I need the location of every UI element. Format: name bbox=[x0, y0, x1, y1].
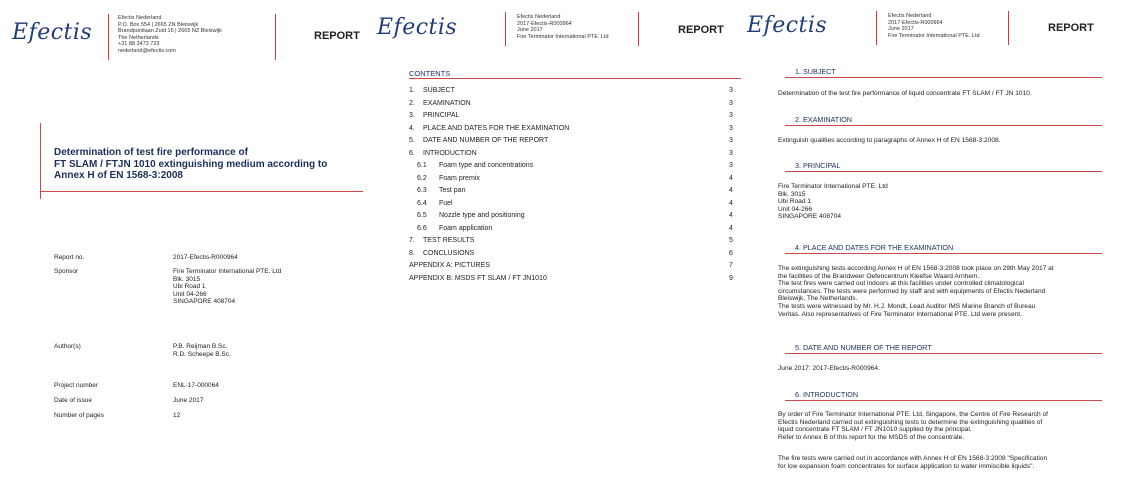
header-line: Fire Terminator International PTE. Ltd bbox=[888, 32, 980, 39]
toc-entry-page: 4 bbox=[729, 199, 733, 207]
section-date-number-text bbox=[778, 365, 880, 373]
toc-entry-label: PLACE AND DATES FOR THE EXAMINATION bbox=[423, 124, 570, 132]
text-line: Veritas. Also representatives of Fire Terminator International PTE. Ltd were present. bbox=[778, 310, 1022, 318]
title-line: Annex H of EN 1568-3:2008 bbox=[54, 170, 183, 181]
toc-entry-number: 8. bbox=[409, 249, 415, 257]
toc-entry-number: 1. bbox=[409, 87, 415, 94]
section-rule bbox=[785, 253, 1102, 254]
toc-entry-page: 3 bbox=[729, 162, 733, 169]
toc-entry-page: 4 bbox=[729, 224, 733, 232]
contents-page bbox=[372, 0, 745, 485]
toc-entry-number: 2. bbox=[409, 99, 415, 107]
efectis-logo: Efectis bbox=[12, 20, 93, 45]
section-rule bbox=[785, 77, 1102, 78]
report-title bbox=[54, 147, 364, 182]
text-line: Ubi Road 1 bbox=[778, 198, 811, 206]
toc-entry-label: INTRODUCTION bbox=[423, 149, 477, 157]
toc-entry-label: Test pan bbox=[439, 187, 466, 194]
toc-entry-label: Foam application bbox=[439, 224, 493, 232]
contents-rule bbox=[409, 78, 741, 79]
header-address bbox=[118, 15, 222, 55]
header-line: Fire Terminator International PTE. Ltd bbox=[517, 33, 609, 40]
toc-entry-page: 3 bbox=[729, 99, 733, 107]
section-examination-title: 2. EXAMINATION bbox=[795, 115, 852, 124]
text-line: circumstances. The tests were performed by staff and with equipments of Efectis Nederland bbox=[778, 287, 1046, 295]
text-line: Bleiswijk, The Netherlands. bbox=[778, 295, 858, 303]
header-line: Brandpuntlaan Zuid 16 | 2665 NZ Bleiswijk bbox=[118, 28, 222, 35]
toc-entry[interactable] bbox=[409, 224, 741, 234]
toc-entry-label: APPENDIX A: PICTURES bbox=[409, 262, 490, 269]
toc-entry[interactable] bbox=[409, 261, 741, 271]
toc-entry-page: 5 bbox=[729, 237, 733, 244]
title-underline bbox=[40, 191, 363, 192]
toc-entry[interactable] bbox=[409, 186, 741, 196]
toc-entry-label: Foam type and concentrations bbox=[439, 162, 534, 169]
efectis-logo: Efectis bbox=[377, 15, 458, 40]
section-principal-title: 3. PRINCIPAL bbox=[795, 161, 841, 170]
toc-entry-label: DATE AND NUMBER OF THE REPORT bbox=[423, 137, 549, 144]
section-rule bbox=[785, 400, 1102, 401]
section-place-dates-title: 4. PLACE AND DATES FOR THE EXAMINATION bbox=[795, 243, 954, 252]
section-subject-text bbox=[778, 90, 1032, 98]
text-line: Determination of the test fire performance of liquid concentrate FT SLAM / FT JN 1010. bbox=[778, 90, 1032, 97]
sponsor-value bbox=[173, 268, 281, 306]
date-of-issue-label: Date of issue bbox=[54, 397, 92, 404]
header-line: Efectis Nederland bbox=[517, 14, 561, 20]
sponsor-line: Blk. 3015 bbox=[173, 275, 201, 283]
toc-entry[interactable] bbox=[409, 124, 741, 134]
header-divider-right bbox=[1008, 11, 1009, 45]
toc-entry[interactable] bbox=[409, 249, 741, 259]
title-frame-line bbox=[40, 123, 41, 199]
section-rule bbox=[785, 125, 1102, 126]
toc-entry-number: 7. bbox=[409, 237, 415, 244]
text-line: By order of Fire Terminator International PTE. Ltd, Singapore, the Centre of Fire Research of bbox=[778, 411, 1048, 418]
toc-entry-page: 3 bbox=[729, 87, 733, 94]
section-introduction-title: 6. INTRODUCTION bbox=[795, 390, 859, 399]
toc-entry[interactable] bbox=[409, 274, 741, 284]
sponsor-label: Sponsor bbox=[54, 268, 79, 275]
toc-entry-label: Foam premix bbox=[439, 174, 480, 182]
toc-entry-label: PRINCIPAL bbox=[423, 112, 460, 119]
section-rule bbox=[785, 171, 1102, 172]
toc-entry-page: 4 bbox=[729, 212, 733, 219]
header-line: The Netherlands bbox=[118, 34, 159, 41]
text-line: liquid concentrate FT SLAM / FT JN1010 supplied by the principal. bbox=[778, 426, 972, 434]
text-line: Unit 04-266 bbox=[778, 205, 813, 213]
toc-entry[interactable] bbox=[409, 199, 741, 209]
text-line: The extinguishing tests according Annex H of EN 1568-3:2008 took place on 29th May 2017 at bbox=[778, 265, 1054, 272]
toc-entry[interactable] bbox=[409, 136, 741, 146]
toc-entry[interactable] bbox=[409, 211, 741, 221]
toc-entry-number: 6. bbox=[409, 149, 415, 157]
toc-entry[interactable] bbox=[409, 99, 741, 109]
text-line: The test fires were carried out indoors at this facilities under controlled climatological bbox=[778, 280, 1024, 288]
report-label: REPORT bbox=[678, 24, 724, 36]
header-line: P.O. Box 554 | 2665 ZN Bleiswijk bbox=[118, 21, 199, 28]
report-no-value: 2017-Efectis-R000964 bbox=[173, 254, 238, 261]
section-subject-title: 1. SUBJECT bbox=[795, 67, 836, 76]
section-examination-text bbox=[778, 137, 1001, 145]
sponsor-line: Unit 04-266 bbox=[173, 290, 207, 298]
header-line: nederland@efectis.com bbox=[118, 47, 176, 54]
header-line: June 2017 bbox=[888, 26, 914, 33]
introduction-final-paragraph bbox=[778, 455, 1142, 470]
report-cover-page bbox=[0, 0, 372, 485]
toc-entry-label: Fuel bbox=[439, 199, 453, 207]
report-label: REPORT bbox=[1048, 22, 1094, 34]
number-of-pages-label: Number of pages bbox=[54, 412, 104, 419]
header-line: 2017-Efectis-R000964 bbox=[517, 20, 572, 27]
efectis-logo: Efectis bbox=[747, 13, 828, 38]
header-divider-right bbox=[638, 12, 639, 46]
authors-label: Author(s) bbox=[54, 343, 81, 350]
header-line: 2017-Efectis-R000964 bbox=[888, 19, 943, 26]
toc-entry-label: SUBJECT bbox=[423, 87, 455, 94]
toc-entry[interactable] bbox=[409, 111, 741, 121]
author-line: R.D. Scheepe B.Sc. bbox=[173, 350, 231, 358]
header-line: Efectis Nederland bbox=[888, 13, 932, 19]
sponsor-line: SINGAPORE 408704 bbox=[173, 298, 236, 306]
authors-value bbox=[173, 343, 231, 358]
text-line: Fire Terminator International PTE. Ltd bbox=[778, 183, 888, 190]
toc-entry-label: APPENDIX B: MSDS FT SLAM / FT JN1010 bbox=[409, 274, 547, 282]
report-label: REPORT bbox=[314, 30, 360, 42]
sponsor-line: Fire Terminator International PTE. Ltd bbox=[173, 268, 282, 275]
report-no-label: Report no. bbox=[54, 254, 85, 261]
toc-entry-page: 4 bbox=[729, 187, 733, 194]
header-report-info bbox=[517, 14, 609, 40]
toc-entry-page: 9 bbox=[729, 274, 733, 282]
toc-entry-number: 4. bbox=[409, 124, 415, 132]
header-report-info bbox=[888, 13, 980, 39]
contents-heading: CONTENTS bbox=[409, 69, 451, 78]
section-place-dates-text bbox=[778, 265, 1142, 318]
toc-entry-number: 6.3 bbox=[417, 187, 427, 194]
text-line: The fire tests were carried out in accordance with Annex H of EN 1568-3:2008 "Specification bbox=[778, 455, 1048, 462]
toc-entry[interactable] bbox=[409, 149, 741, 159]
header-divider bbox=[876, 11, 877, 45]
text-line: The tests were witnessed by Mr. H.J. Mondt, Lead Auditor IMS Marine Branch of Bureau bbox=[778, 302, 1036, 310]
toc-entry-number: 5. bbox=[409, 137, 415, 144]
toc-entry[interactable] bbox=[409, 161, 741, 171]
title-line: FT SLAM / FTJN 1010 extinguishing medium according to bbox=[54, 158, 328, 170]
section-principal-text bbox=[778, 183, 888, 221]
text-line: the facilities of the Brandweer Oefencentrum Kleefse Waard Arnhem. bbox=[778, 272, 980, 280]
toc-entry-label: TEST RESULTS bbox=[423, 237, 475, 244]
toc-entry-page: 4 bbox=[729, 174, 733, 182]
toc-entry-page: 3 bbox=[729, 112, 733, 119]
title-line: Determination of test fire performance of bbox=[54, 147, 248, 158]
toc-entry-number: 6.5 bbox=[417, 212, 427, 219]
header-line: +31 88 3473 723 bbox=[118, 41, 160, 48]
section-date-number-title: 5. DATE AND NUMBER OF THE REPORT bbox=[795, 343, 932, 352]
project-number-value: ENL-17-000064 bbox=[173, 382, 219, 389]
toc-entry-label: EXAMINATION bbox=[423, 99, 471, 107]
text-line: Blk. 3015 bbox=[778, 190, 806, 198]
text-line: Extinguish qualities according to paragraphs of Annex H of EN 1568-3:2008. bbox=[778, 137, 1001, 144]
header-divider-right bbox=[275, 14, 276, 60]
section-introduction-text bbox=[778, 411, 1142, 441]
text-line: June 2017: 2017-Efectis-R000964. bbox=[778, 365, 880, 372]
toc-entry-page: 7 bbox=[729, 262, 733, 269]
text-line: Refer to Annex B of this report for the MSDS of the concentrate. bbox=[778, 433, 965, 441]
number-of-pages-value: 12 bbox=[173, 412, 181, 419]
toc-entry-number: 6.2 bbox=[417, 174, 427, 182]
toc-entry-number: 6.6 bbox=[417, 224, 427, 232]
toc-entry-page: 3 bbox=[729, 124, 733, 132]
section-rule bbox=[785, 353, 1102, 354]
text-line: for low expansion foam concentrates for surface application to water immiscible liquids". bbox=[778, 462, 1035, 470]
text-line: Efectis Nederland carried out extinguishing tests to determine the extinguishing qualities of bbox=[778, 418, 1043, 426]
text-line: SINGAPORE 408704 bbox=[778, 213, 842, 221]
toc-entry[interactable] bbox=[409, 86, 741, 96]
toc-entry-number: 6.1 bbox=[417, 162, 427, 169]
header-divider bbox=[108, 14, 109, 60]
date-of-issue-value: June 2017 bbox=[173, 397, 204, 404]
toc-entry[interactable] bbox=[409, 236, 741, 246]
body-page bbox=[745, 0, 1148, 485]
author-line: P.B. Reijman B.Sc. bbox=[173, 343, 228, 350]
header-line: June 2017 bbox=[517, 27, 543, 34]
header-divider bbox=[505, 12, 506, 46]
toc-entry-page: 6 bbox=[729, 249, 733, 257]
toc-entry[interactable] bbox=[409, 174, 741, 184]
project-number-label: Project number bbox=[54, 382, 99, 389]
toc-entry-number: 3. bbox=[409, 112, 415, 119]
sponsor-line: Ubi Road 1 bbox=[173, 283, 206, 291]
toc-entry-number: 6.4 bbox=[417, 199, 427, 207]
toc-entry-label: Nozzle type and positioning bbox=[439, 212, 525, 219]
toc-entry-label: CONCLUSIONS bbox=[423, 249, 475, 257]
header-line: Efectis Nederland bbox=[118, 15, 162, 21]
toc-entry-page: 3 bbox=[729, 137, 733, 144]
toc-entry-page: 3 bbox=[729, 149, 733, 157]
